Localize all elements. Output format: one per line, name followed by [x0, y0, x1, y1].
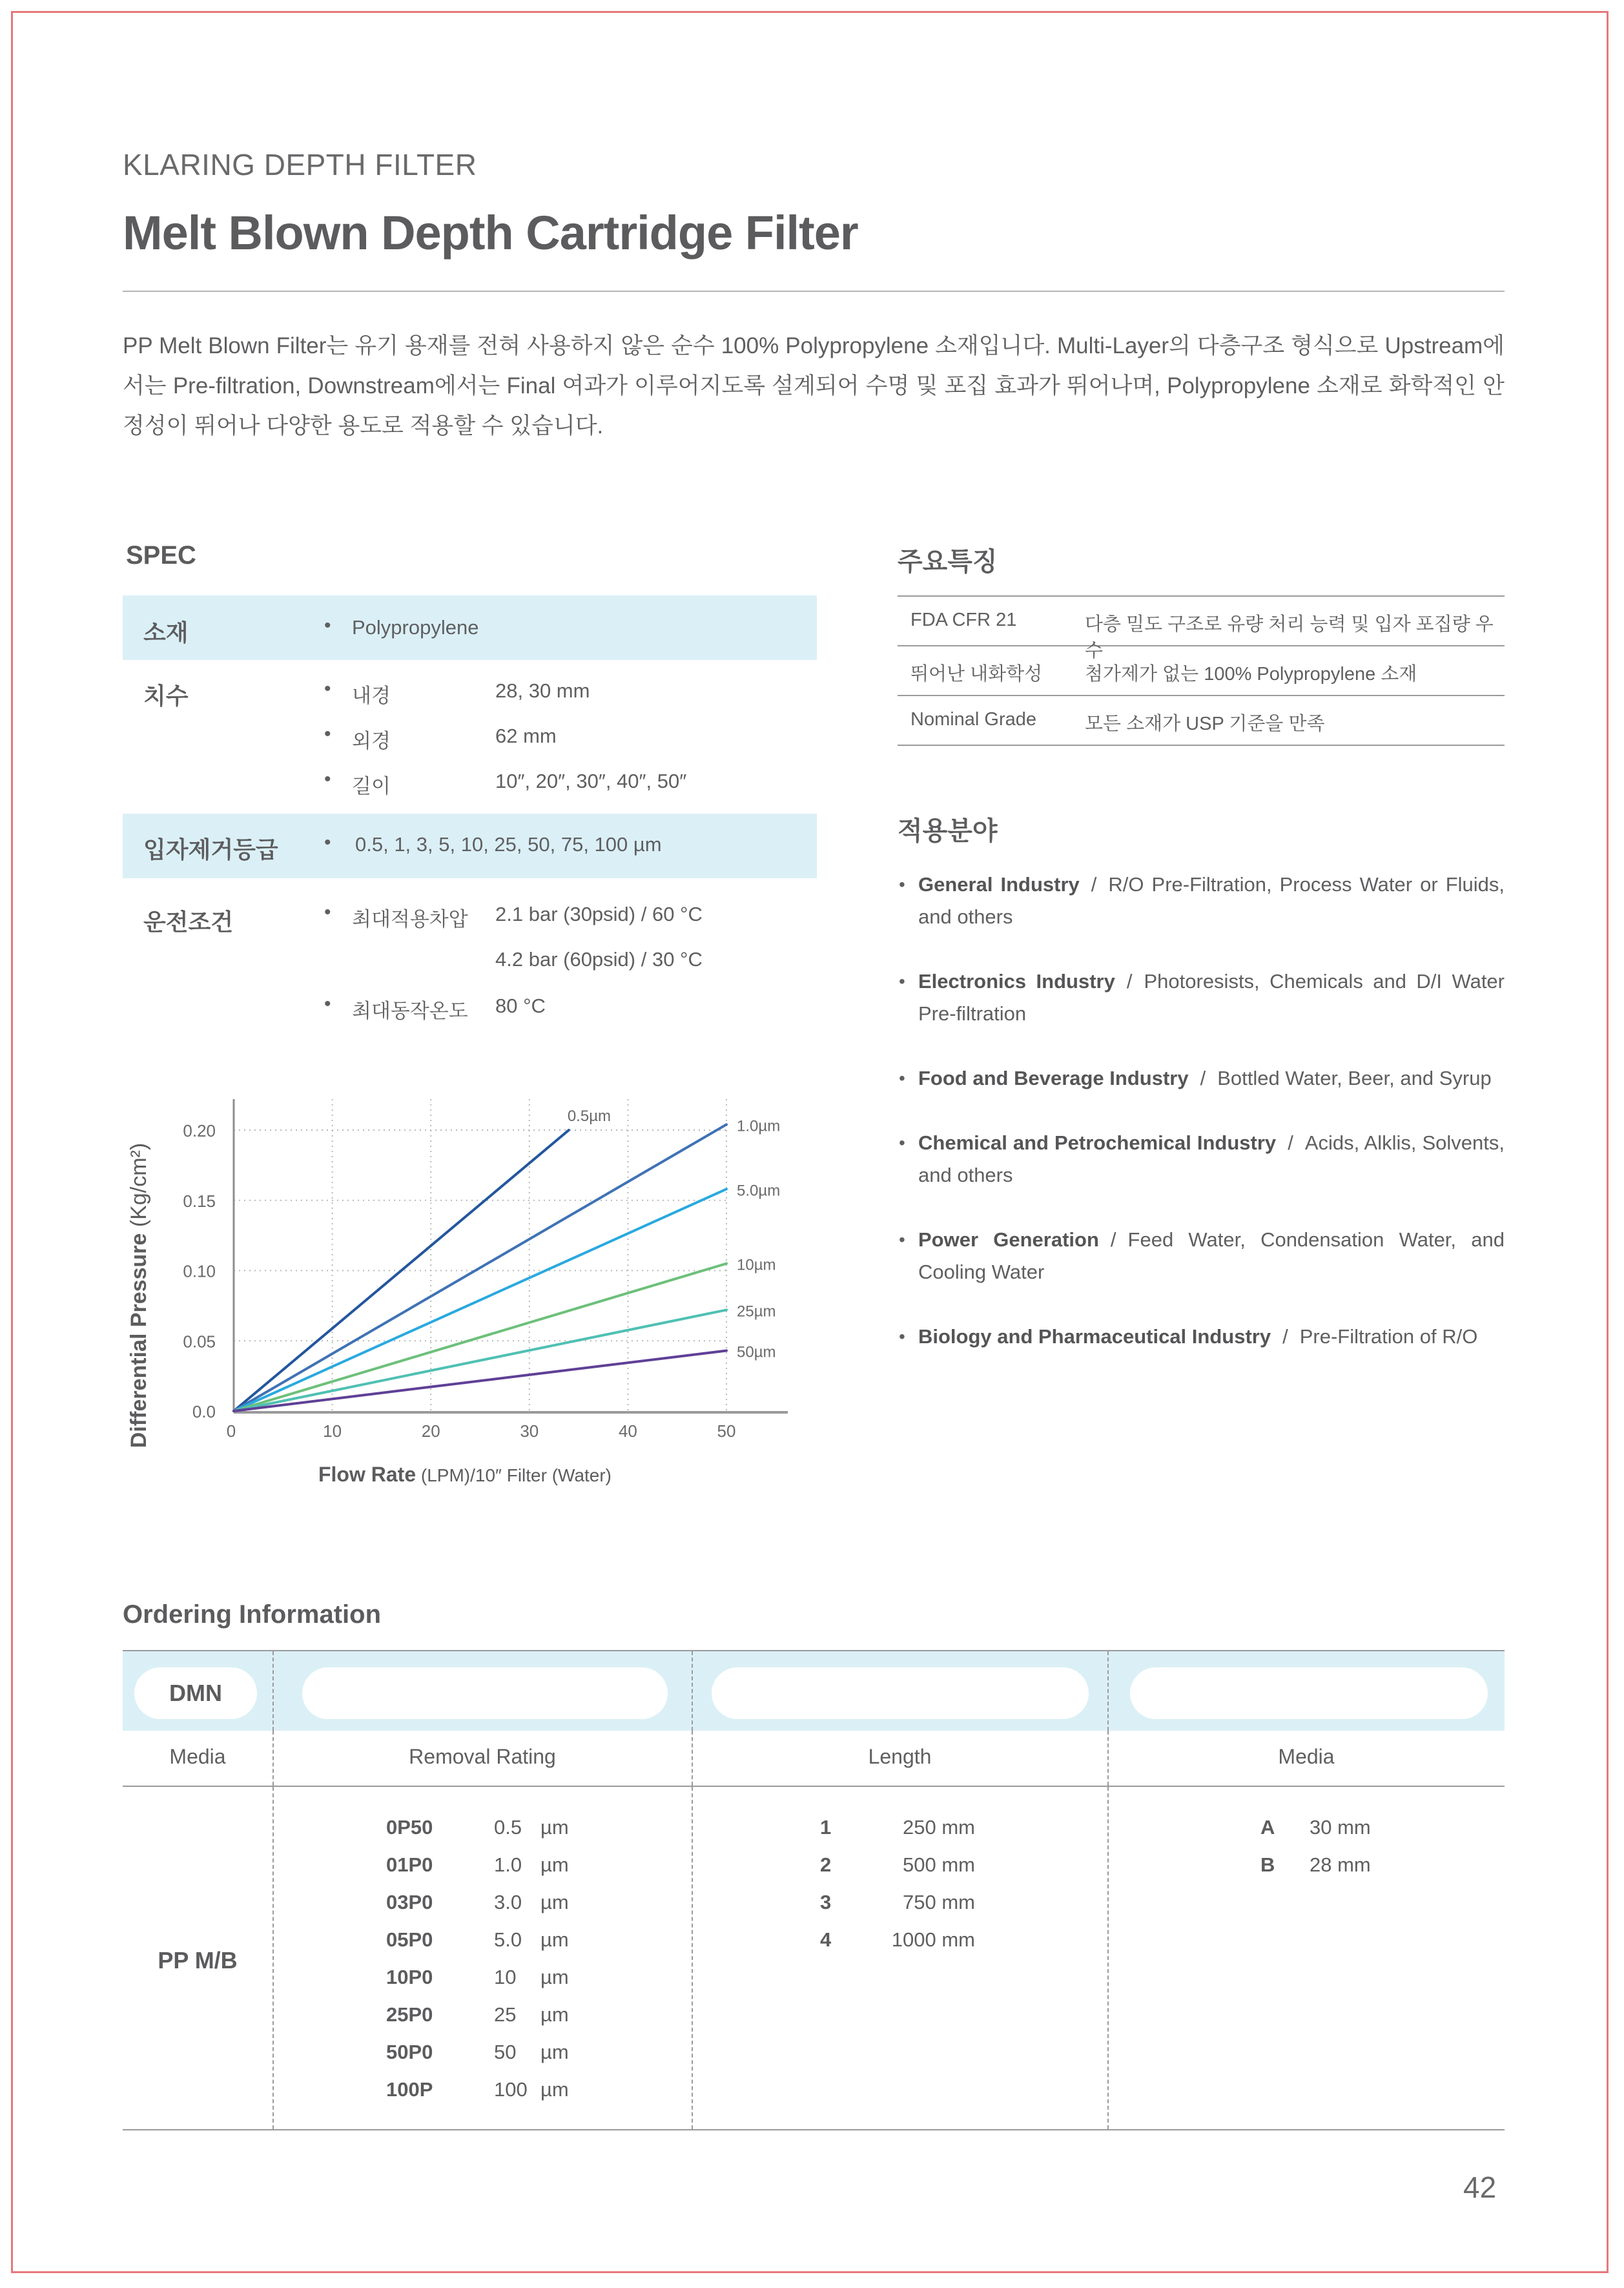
series-label: 5.0µm — [737, 1182, 781, 1200]
length-code-slot[interactable] — [712, 1667, 1089, 1719]
spec-key: 외경 — [352, 730, 391, 752]
spec-value: 0.5, 1, 3, 5, 10, 25, 50, 75, 100 µm — [355, 833, 662, 856]
removal-rating-code-slot[interactable] — [302, 1667, 668, 1719]
column-divider — [272, 1651, 274, 1731]
bullet-icon: • — [324, 902, 331, 923]
x-tick-label: 30 — [520, 1421, 539, 1441]
separator: / — [1126, 970, 1133, 993]
rating-value: 50 — [494, 2041, 517, 2063]
application-item — [898, 1321, 1505, 1353]
separator: / — [1200, 1067, 1206, 1089]
bullet-icon: • — [324, 768, 331, 790]
spec-label: 운전조건 — [143, 909, 234, 935]
prefix-pill — [134, 1667, 257, 1719]
page-number: 42 — [1463, 2170, 1497, 2204]
series-label: 50µm — [737, 1343, 776, 1361]
rating-code: 50P0 — [386, 2041, 433, 2063]
rating-value: 25 — [494, 2003, 517, 2026]
x-tick-label: 50 — [717, 1421, 736, 1441]
application-name: Biology and Pharmaceutical Industry — [918, 1325, 1271, 1348]
spec-key: 내경 — [352, 685, 391, 707]
column-divider — [692, 1787, 693, 2129]
rating-code: 03P0 — [386, 1891, 433, 1913]
rating-unit: µm — [540, 1853, 569, 1876]
application-desc: Bottled Water, Beer, and Syrup — [1217, 1067, 1492, 1089]
ordering-table — [123, 1650, 1505, 2130]
application-item — [898, 1062, 1505, 1095]
y-axis-label-bold: Differential Pressure — [127, 1233, 151, 1448]
column-divider — [692, 1731, 693, 1786]
rating-value: 0.5 — [494, 1816, 522, 1839]
rating-value: 10 — [494, 1966, 517, 1988]
bullet-icon: • — [899, 1230, 905, 1250]
column-divider — [272, 1731, 274, 1786]
features-heading: 주요특징 — [898, 548, 998, 576]
diameter-value: 30 mm — [1310, 1816, 1371, 1839]
application-item — [898, 1127, 1505, 1191]
spec-value: 10″, 20″, 30″, 40″, 50″ — [495, 770, 687, 792]
feature-value: 다층 밀도 구조로 유량 처리 능력 및 입자 포집량 우수 — [1085, 614, 1494, 661]
axis-layer — [234, 1099, 788, 1412]
applications-heading: 적용분야 — [898, 817, 998, 845]
application-name: Food and Beverage Industry — [918, 1067, 1189, 1089]
applications-list — [898, 869, 1505, 1385]
features-table — [898, 595, 1505, 746]
feature-value: 첨가제가 없는 100% Polypropylene 소재 — [1085, 664, 1417, 685]
application-desc: Feed Water, Condensation Water, and Cooling Water — [918, 1228, 1505, 1283]
application-desc: Acids, Alklis, Solvents, and others — [918, 1131, 1505, 1186]
rating-value: 3.0 — [494, 1891, 522, 1913]
column-header: Length — [868, 1745, 932, 1768]
bullet-icon: • — [899, 971, 905, 991]
rating-unit: µm — [540, 1966, 569, 1988]
application-item — [898, 965, 1505, 1030]
y-tick-label: 0.05 — [183, 1332, 216, 1352]
spec-label: 입자제거등급 — [143, 836, 278, 863]
separator: / — [1288, 1131, 1293, 1154]
rating-code: 25P0 — [386, 2003, 433, 2026]
series-line — [234, 1264, 726, 1411]
bullet-icon: • — [324, 832, 331, 853]
length-code: 1 — [820, 1816, 832, 1839]
rating-unit: µm — [540, 2078, 569, 2101]
ordering-body — [123, 1787, 1505, 2130]
column-header: Removal Rating — [409, 1745, 556, 1768]
bullet-icon: • — [324, 993, 331, 1015]
bullet-icon: • — [324, 678, 331, 699]
series-layer — [234, 1124, 726, 1411]
diameter-code: A — [1260, 1816, 1275, 1839]
separator: / — [1282, 1325, 1288, 1348]
feature-row — [898, 646, 1505, 696]
x-tick-label: 10 — [323, 1421, 342, 1441]
rating-unit: µm — [540, 2041, 569, 2063]
separator: / — [1091, 873, 1097, 896]
length-code: 4 — [820, 1928, 832, 1951]
spec-value: 2.1 bar (30psid) / 60 °C — [495, 903, 703, 925]
pressure-flow-chart — [123, 1091, 807, 1505]
rating-value: 1.0 — [494, 1853, 522, 1876]
spec-value: 28, 30 mm — [495, 679, 590, 702]
column-divider — [272, 1787, 274, 2129]
page-title: Melt Blown Depth Cartridge Filter — [123, 206, 858, 260]
application-name: Power Generation — [918, 1228, 1099, 1251]
feature-key: FDA CFR 21 — [910, 610, 1017, 630]
ordering-heading: Ordering Information — [123, 1600, 381, 1629]
feature-value: 모든 소재가 USP 기준을 만족 — [1085, 714, 1325, 734]
feature-row — [898, 696, 1505, 746]
y-axis-label-unit: (Kg/cm²) — [127, 1142, 151, 1233]
length-value: 1000 mm — [891, 1928, 975, 1951]
diameter-value: 28 mm — [1310, 1853, 1371, 1876]
grid-layer — [234, 1099, 726, 1411]
x-tick-label: 20 — [421, 1421, 440, 1441]
length-code: 3 — [820, 1891, 832, 1913]
column-divider — [1107, 1731, 1109, 1786]
y-tick-label: 0.0 — [192, 1402, 216, 1421]
prefix-code: DMN — [169, 1680, 222, 1706]
length-code: 2 — [820, 1853, 832, 1876]
rating-code: 100P — [386, 2078, 433, 2101]
y-tick-label: 0.20 — [183, 1121, 216, 1140]
bullet-icon: • — [899, 1133, 905, 1153]
series-label: 0.5µm — [567, 1108, 612, 1125]
rating-value: 5.0 — [494, 1928, 522, 1951]
spec-row-dimensions — [123, 660, 817, 814]
separator: / — [1110, 1228, 1116, 1251]
x-tick-label: 0 — [226, 1421, 236, 1441]
spec-value: 80 °C — [495, 995, 546, 1017]
spec-row-material — [123, 595, 817, 660]
spec-key: 최대동작온도 — [352, 1000, 468, 1022]
length-value: 750 mm — [903, 1891, 975, 1913]
series-line — [234, 1189, 726, 1411]
intro-paragraph: PP Melt Blown Filter는 유기 용재를 전혀 사용하지 않은 순수 100% Polypropylene 소재입니다. Multi-Layer의 다층구조 형식으로 Upstream에서는 Pre-filtration, Downstream에서는 Final 여과가 이루어지도록 설계되어 수명 및 포집 효과가 뛰어나며, Polypropylene 소재로 화학적인 안정성이 뛰어나 다양한 용도로 적용할 수 있습니다. — [123, 333, 1505, 438]
series-label: 25µm — [737, 1303, 776, 1321]
application-desc: R/O Pre-Filtration, Process Water or Fluids, and others — [918, 873, 1505, 928]
media-value: PP M/B — [158, 1947, 238, 1974]
bullet-icon: • — [899, 1326, 905, 1346]
title-divider — [123, 291, 1505, 292]
bullet-icon: • — [324, 615, 331, 636]
spec-table — [123, 595, 817, 1033]
rating-unit: µm — [540, 2003, 569, 2026]
application-item — [898, 1224, 1505, 1288]
length-value: 500 mm — [903, 1853, 975, 1876]
column-divider — [692, 1651, 693, 1731]
bullet-icon: • — [324, 723, 331, 745]
application-desc: Photoresists, Chemicals and D/I Water Pre-filtration — [918, 970, 1505, 1025]
spec-heading: SPEC — [126, 541, 196, 570]
series-label: 1.0µm — [737, 1117, 781, 1135]
column-divider — [1107, 1651, 1109, 1731]
rating-unit: µm — [540, 1891, 569, 1913]
diameter-code: B — [1260, 1853, 1275, 1876]
section-kicker: KLARING DEPTH FILTER — [123, 148, 477, 181]
spec-key: 최대적용차압 — [352, 908, 468, 931]
bullet-icon: • — [899, 874, 905, 894]
y-tick-label: 0.10 — [183, 1261, 216, 1281]
spec-label: 치수 — [143, 683, 189, 709]
ordering-header-row — [123, 1731, 1505, 1787]
rating-code: 0P50 — [386, 1816, 433, 1839]
application-desc: Pre-Filtration of R/O — [1299, 1325, 1478, 1348]
chart-svg — [123, 1091, 807, 1505]
spec-row-rating — [123, 814, 817, 878]
rating-code: 10P0 — [386, 1966, 433, 1988]
rating-code: 01P0 — [386, 1853, 433, 1876]
media-code-slot[interactable] — [1130, 1667, 1488, 1719]
series-label: 10µm — [737, 1256, 776, 1274]
x-axis-label — [318, 1463, 612, 1486]
column-header: Media — [1278, 1745, 1335, 1768]
spec-row-operating — [123, 878, 817, 1033]
y-tick-label: 0.15 — [183, 1191, 216, 1211]
spec-label: 소재 — [143, 619, 189, 646]
spec-value: 4.2 bar (60psid) / 30 °C — [495, 948, 703, 971]
rating-value: 100 — [494, 2078, 528, 2101]
x-tick-label: 40 — [618, 1421, 637, 1441]
bullet-icon: • — [899, 1068, 905, 1088]
length-value: 250 mm — [903, 1816, 975, 1839]
spec-key: 길이 — [352, 775, 391, 798]
rating-code: 05P0 — [386, 1928, 433, 1951]
feature-key: 뛰어난 내화학성 — [910, 664, 1043, 685]
spec-value: 62 mm — [495, 725, 557, 747]
column-divider — [1107, 1787, 1109, 2129]
x-axis-label-unit: (LPM)/10″ Filter (Water) — [416, 1465, 612, 1485]
application-item — [898, 869, 1505, 933]
application-name: General Industry — [918, 873, 1080, 896]
ordering-code-row — [123, 1651, 1505, 1731]
column-header: Media — [169, 1745, 226, 1768]
feature-key: Nominal Grade — [910, 709, 1037, 730]
spec-value: Polypropylene — [352, 616, 479, 639]
x-axis-label-bold: Flow Rate — [318, 1463, 416, 1486]
series-line — [234, 1124, 726, 1411]
application-name: Chemical and Petrochemical Industry — [918, 1131, 1277, 1154]
y-axis-label — [127, 1143, 151, 1448]
feature-row — [898, 597, 1505, 661]
rating-unit: µm — [540, 1816, 569, 1839]
application-name: Electronics Industry — [918, 970, 1115, 993]
rating-unit: µm — [540, 1928, 569, 1951]
